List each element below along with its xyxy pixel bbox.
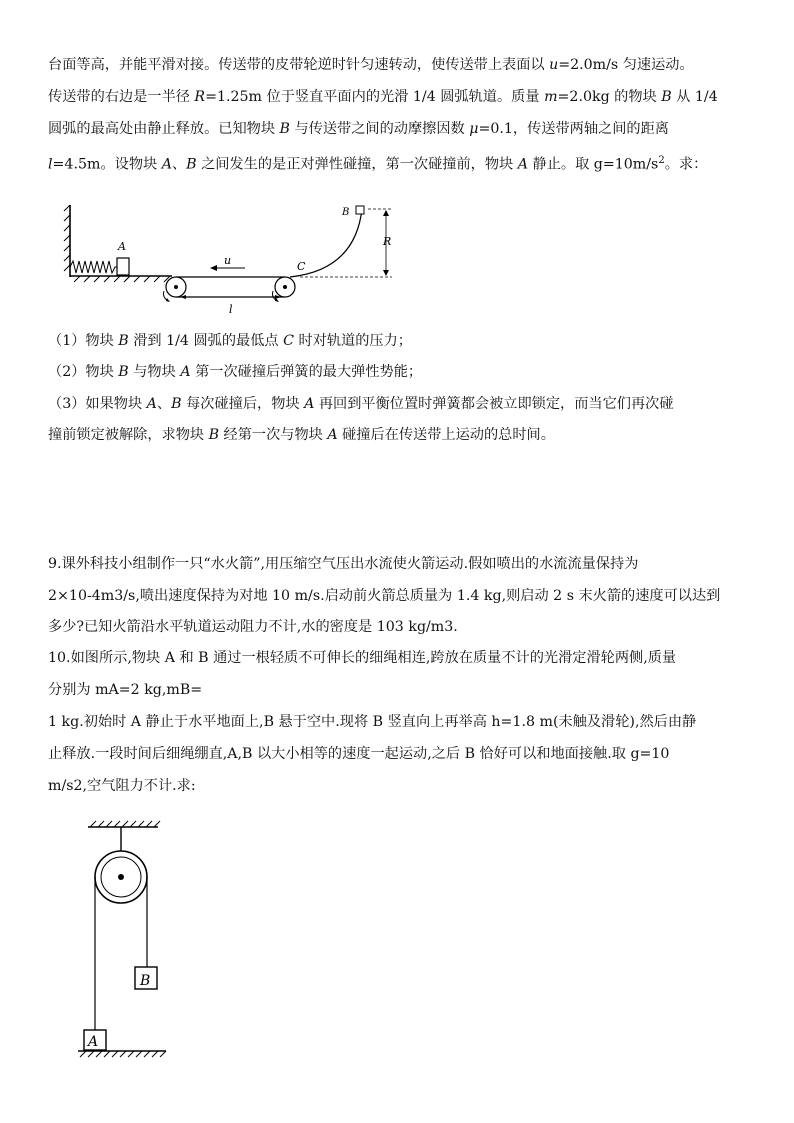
- p8-line-4: l=4.5m。设物块 A、B 之间发生的是正对弹性碰撞，第一次碰撞前，物块 A 静止。取 $g=10m/s^2$。求：: [48, 155, 708, 173]
- p8-question-3-line-2: 撞前锁定被解除，求物块 B 经第一次与物块 A 碰撞后在传送带上运动的总时间。: [48, 427, 555, 443]
- label-l: l: [229, 303, 233, 316]
- p10-line-2: 分别为 mA=2 kg,mB=: [48, 682, 203, 698]
- label-a: A: [118, 240, 126, 253]
- p8-question-1: （1）物块 B 滑到 1/4 圆弧的最低点 C 时对轨道的压力；: [48, 333, 412, 349]
- block-a: [117, 258, 129, 275]
- p9-line-3: 多少?已知火箭沿水平轨道运动阻力不计,水的密度是 103 kg/m3.: [48, 619, 458, 635]
- label-b: B: [140, 973, 151, 989]
- spring: [70, 261, 117, 273]
- p8-line-1: 台面等高，并能平滑对接。传送带的皮带轮逆时针匀速转动，使传送带上表面以 u=2.0m/s 匀速运动。: [48, 57, 694, 73]
- block-b: [356, 206, 364, 214]
- p10-line-4: 止释放.一段时间后细绳绷直,A,B 以大小相等的速度一起运动,之后 B 恰好可以和地面接触.取 g=10: [48, 746, 670, 762]
- conveyor-arc-figure: [0, 195, 794, 325]
- p8-question-2: （2）物块 B 与物块 A 第一次碰撞后弹簧的最大弹性势能；: [48, 364, 423, 380]
- p8-line-2: 传送带的右边是一半径 R=1.25m 位于竖直平面内的光滑 1/4 圆弧轨道。质量 m=2.0kg 的物块 B 从 1/4: [48, 89, 718, 105]
- label-a: A: [88, 1034, 99, 1050]
- pulley-figure: [0, 815, 794, 1085]
- p10-line-1: 10.如图所示,物块 A 和 B 通过一根轻质不可伸长的细绳相连,跨放在质量不计的光滑定滑轮两侧,质量: [48, 650, 677, 666]
- p10-line-3: 1 kg.初始时 A 静止于水平地面上,B 悬于空中.现将 B 竖直向上再举高 h=1.8 m(未触及滑轮),然后由静: [48, 714, 697, 730]
- p8-question-3-line-1: （3）如果物块 A、B 每次碰撞后，物块 A 再回到平衡位置时弹簧都会被立即锁定，而当它们再次碰: [48, 396, 674, 412]
- p9-line-2: 2×10-4m3/s,喷出速度保持为对地 10 m/s.启动前火箭总质量为 1.4 kg,则启动 2 s 末火箭的速度可以达到: [48, 588, 721, 604]
- p8-line-3: 圆弧的最高处由静止释放。已知物块 B 与传送带之间的动摩擦因数 μ=0.1，传送带两轴之间的距离: [48, 121, 669, 137]
- label-r: R: [383, 235, 392, 248]
- p10-line-5: m/s2,空气阻力不计.求:: [48, 778, 196, 794]
- label-c: C: [297, 260, 306, 273]
- label-u: u: [224, 254, 232, 267]
- p9-line-1: 9.课外科技小组制作一只“水火箭”,用压缩空气压出水流使火箭运动.假如喷出的水流流量保持为: [48, 556, 639, 572]
- label-b: B: [342, 207, 350, 218]
